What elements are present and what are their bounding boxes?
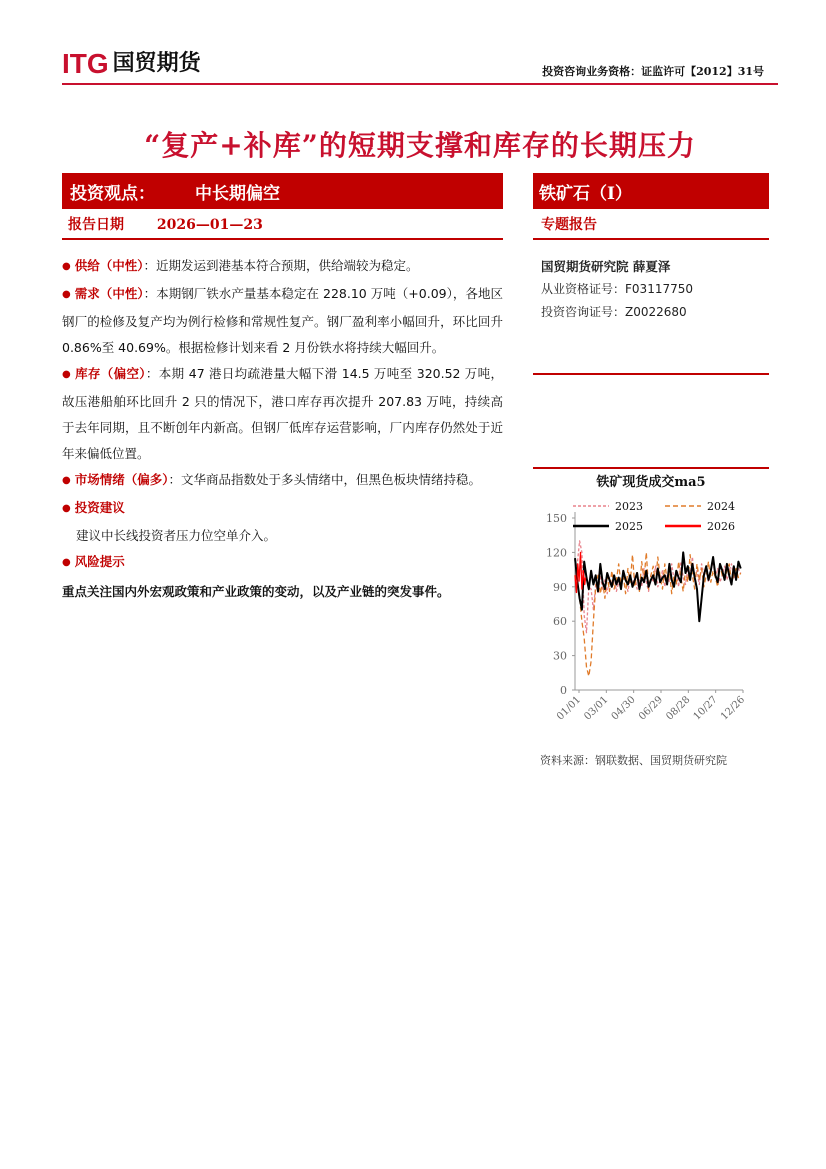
right-divider-2 (533, 467, 769, 469)
product-bar (533, 173, 769, 209)
demand-paragraph (62, 281, 503, 361)
demand-text: ：本期钢厂铁水产量基本稳定在 228.10 万吨（+0.09），各地区钢厂的检修及复产均为例行检修和常规性复产。钢厂盈利率小幅回升，环比回升 0.86%至 40.69%。根据检修计划来看 2 月份铁水将持续大幅回升。 (62, 286, 503, 355)
investment-view-label: 投资观点： (70, 183, 155, 204)
header-divider (62, 83, 778, 85)
y-tick-label: 150 (546, 512, 567, 525)
supply-tag: 供给（中性） (74, 258, 144, 273)
x-tick-label: 01/01 (554, 694, 584, 723)
sentiment-text: ：文华商品指数处于多头情绪中，但黑色板块情绪持稳。 (168, 472, 482, 487)
report-title: “复产+补库”的短期支撑和库存的长期压力 (144, 129, 696, 162)
x-tick-label: 08/28 (664, 694, 693, 723)
bullet-icon: ● (62, 369, 72, 380)
risk-text: 重点关注国内外宏观政策和产业政策的变动，以及产业链的突发事件。 (62, 584, 450, 599)
x-tick-label: 06/29 (636, 694, 666, 723)
legend-label-2023: 2023 (615, 500, 643, 513)
investment-view-bar (62, 173, 503, 209)
consulting-number: Z0022680 (625, 305, 687, 319)
product-name: 铁矿石（I） (539, 183, 632, 204)
bullet-icon: ● (62, 289, 71, 300)
supply-text: ：近期发运到港基本符合预期，供给端较为稳定。 (143, 258, 419, 273)
x-tick-label: 12/26 (718, 694, 748, 723)
sentiment-paragraph (62, 467, 503, 495)
sentiment-tag: 市场情绪（偏多） (74, 472, 169, 487)
y-tick-label: 90 (553, 580, 567, 594)
chart-title: 铁矿现货成交ma5 (596, 475, 706, 490)
legend-label-2024: 2024 (707, 500, 735, 513)
report-date-row (62, 214, 503, 240)
bullet-icon: ● (62, 557, 71, 568)
inventory-text: ：本期 47 港日均疏港量大幅下滑 14.5 万吨至 320.52 万吨，故压港船舶环比回升 2 只的情况下，港口库存再次提升 207.83 万吨，持续高于去年同期，且不断创年内新高。但钢厂低库存运营影响，厂内库存仍然处于近年来偏低位置。 (62, 366, 503, 461)
supply-paragraph (62, 253, 503, 281)
logo-cn: 国贸期货 (112, 51, 201, 76)
company-logo (62, 50, 201, 78)
inventory-paragraph (62, 361, 503, 467)
qualification-number: F03117750 (625, 282, 693, 296)
investment-view-value: 中长期偏空 (195, 183, 280, 204)
right-divider-1 (533, 373, 769, 375)
x-tick-label: 10/27 (691, 694, 720, 723)
bullet-icon: ● (62, 475, 71, 486)
risk-tag: 风险提示 (74, 554, 125, 569)
source-note: 资料来源：钢联数据、国贸期货研究院 (540, 754, 727, 767)
y-tick-label: 120 (546, 546, 567, 560)
advice-text: 建议中长线投资者压力位空单介入。 (76, 528, 277, 543)
qualification-label: 从业资格证号： (541, 282, 626, 296)
report-type-label: 专题报告 (541, 217, 597, 233)
risk-heading (62, 549, 503, 577)
license-text: 投资咨询业务资格：证监许可【2012】31号 (542, 65, 764, 78)
y-tick-label: 30 (553, 649, 567, 663)
y-tick-label: 60 (553, 615, 567, 629)
bullet-icon: ● (62, 503, 71, 514)
logo-en: ITG (62, 48, 109, 79)
report-date-label: 报告日期 (68, 217, 124, 233)
analyst-info (541, 255, 769, 324)
report-date-value: 2026—01—23 (156, 217, 263, 233)
series-line-2023 (575, 541, 741, 633)
report-type (533, 214, 769, 240)
bullet-icon: ● (62, 261, 71, 272)
legend-label-2026: 2026 (707, 520, 735, 533)
advice-tag: 投资建议 (74, 500, 125, 515)
x-tick-label: 03/01 (582, 694, 611, 723)
analyst-name: 国贸期货研究院 薛夏泽 (541, 259, 671, 274)
legend-label-2025: 2025 (615, 520, 643, 533)
inventory-tag: 库存（偏空） (75, 366, 146, 381)
x-tick-label: 04/30 (609, 694, 638, 723)
main-content (62, 253, 503, 605)
iron-ore-chart (533, 490, 769, 750)
consulting-line (541, 301, 769, 324)
y-tick-label: 0 (560, 684, 567, 697)
consulting-label: 投资咨询证号： (541, 305, 626, 319)
qualification-line (541, 278, 769, 301)
advice-heading (62, 495, 503, 523)
demand-tag: 需求（中性） (74, 286, 144, 301)
